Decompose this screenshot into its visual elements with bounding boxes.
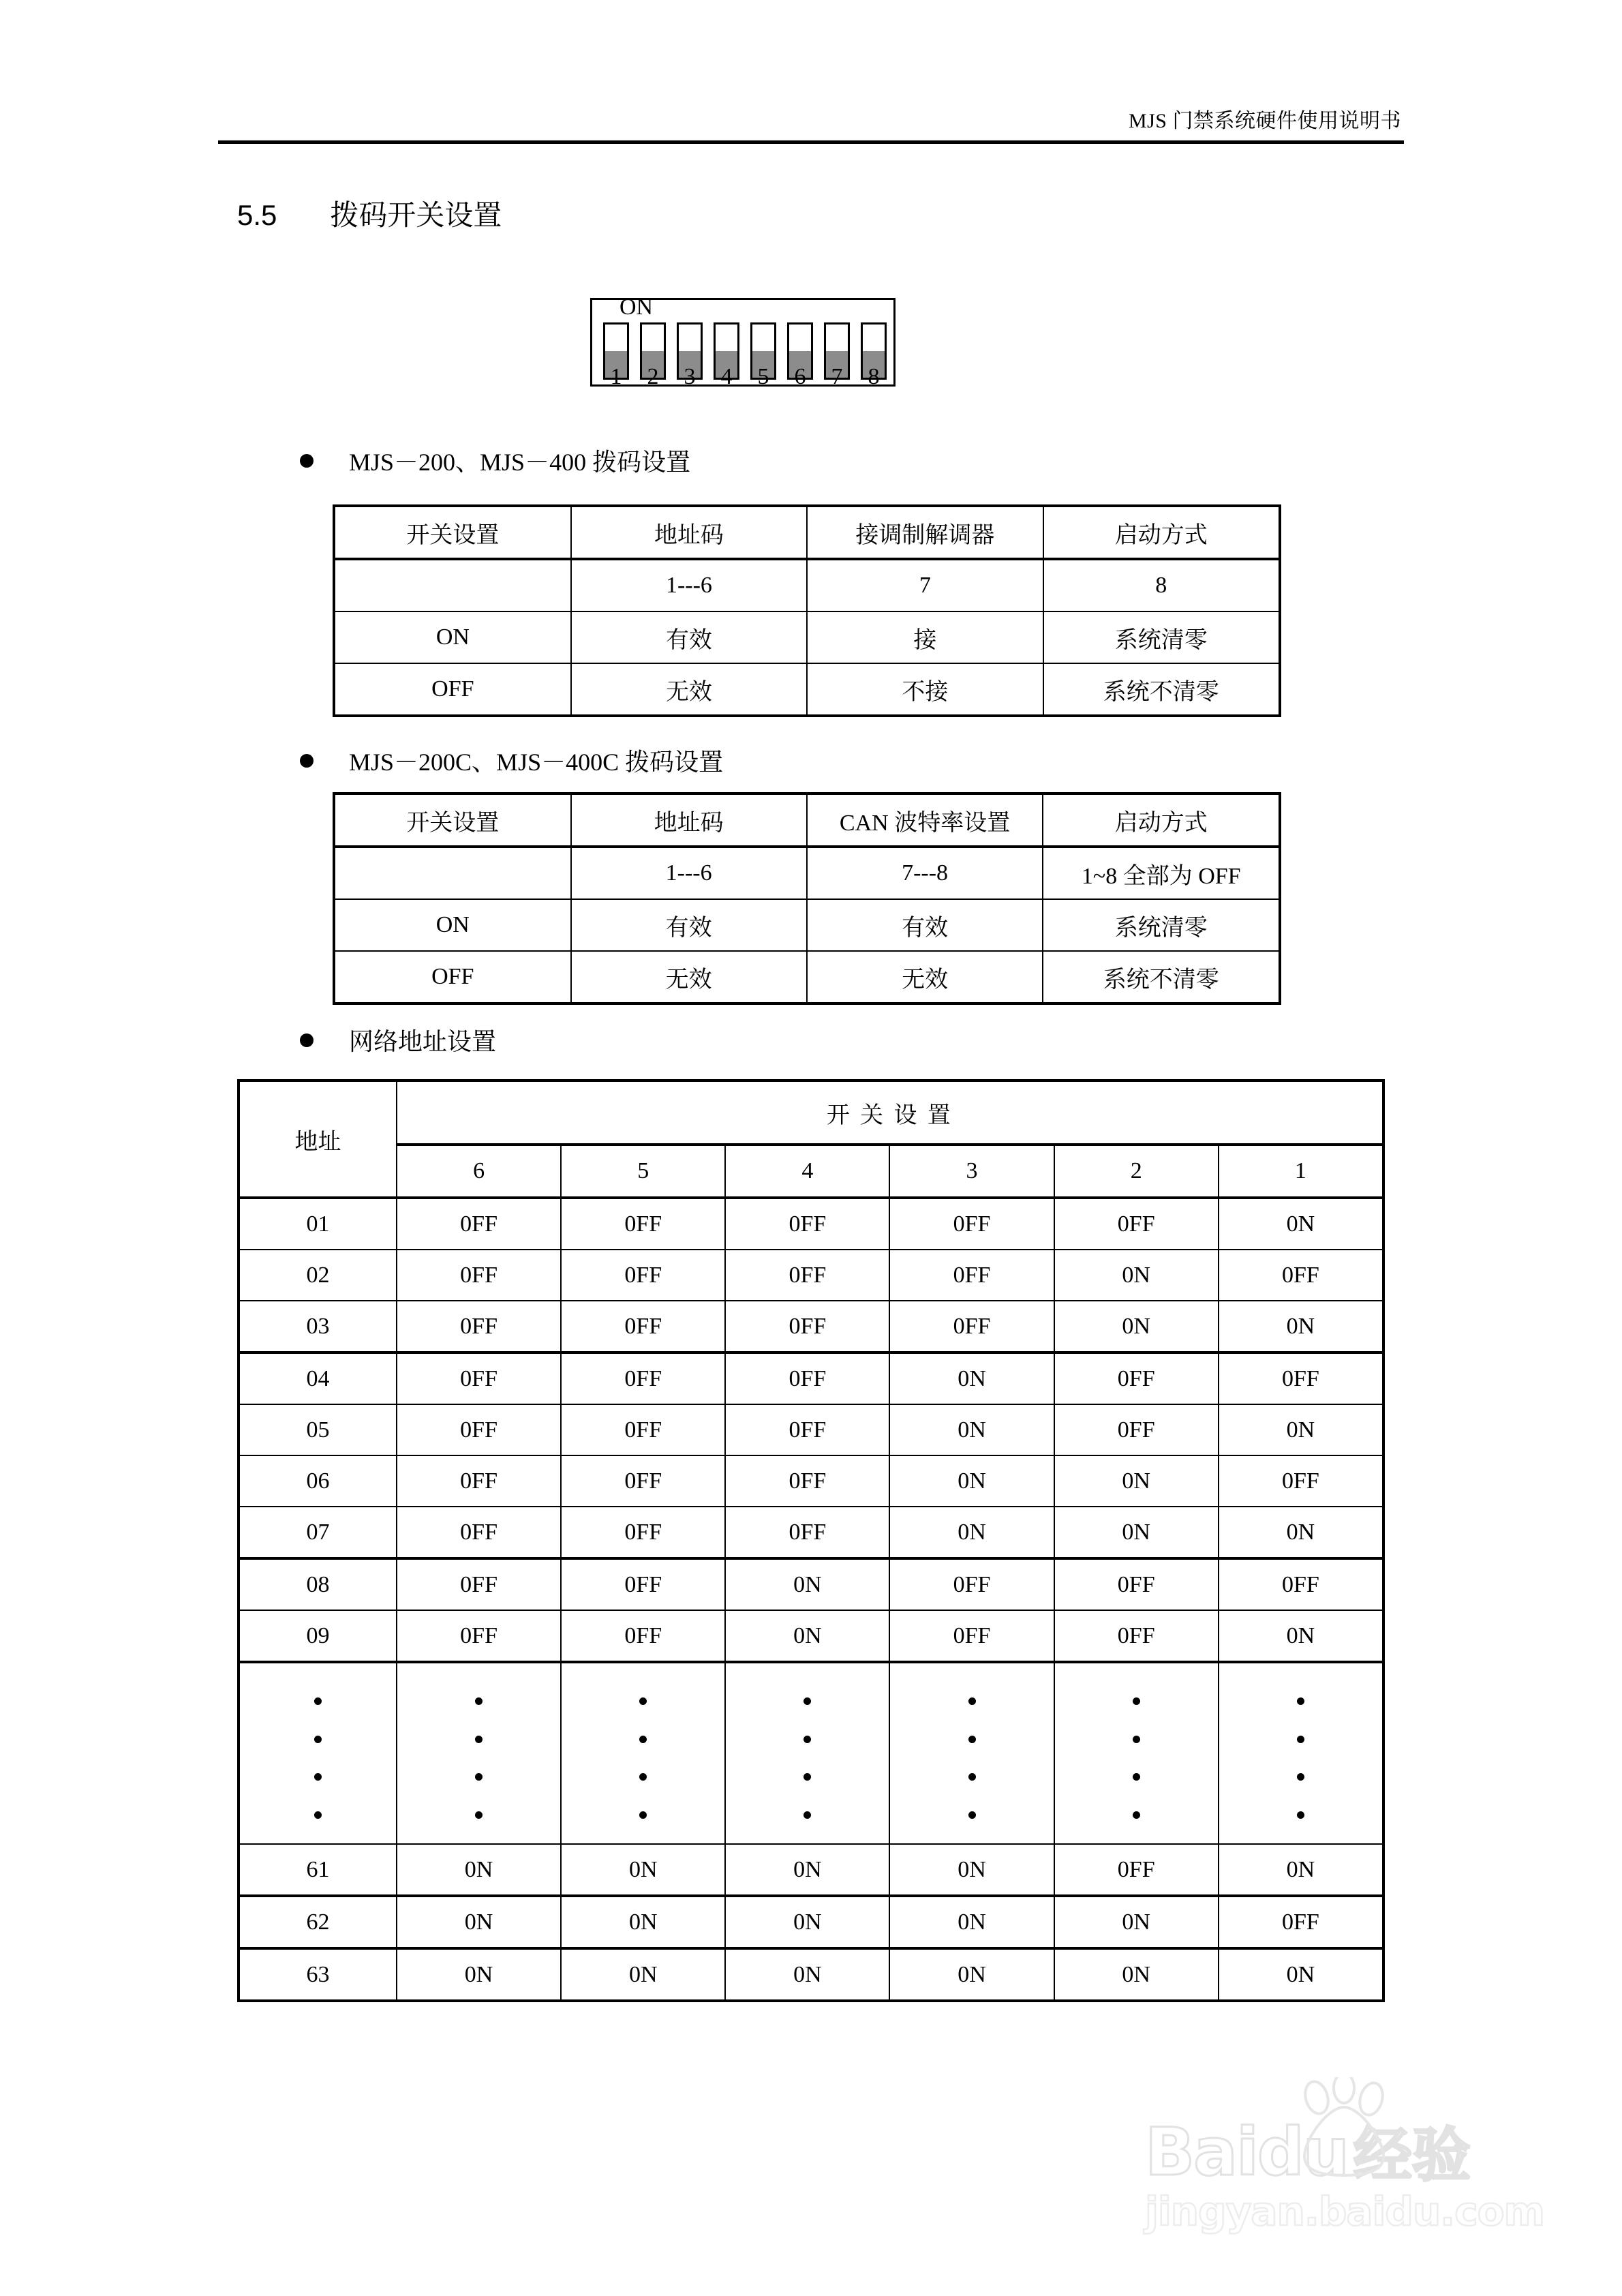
switch-column-header-1: 1 [1219, 1145, 1383, 1198]
table-cell: 系统清零 [1043, 899, 1280, 951]
dip-switch-top-half [789, 324, 811, 351]
table-cell: 有效 [571, 899, 807, 951]
table-cell: 7 [807, 559, 1043, 611]
column-header: 启动方式 [1043, 794, 1280, 847]
running-header [218, 109, 1404, 144]
column-header: CAN 波特率设置 [807, 794, 1043, 847]
switch-state-cell: 0FF [561, 1250, 725, 1301]
dip-switch-top-half [716, 324, 737, 351]
switch-state-cell: 0N [1054, 1455, 1219, 1507]
address-cell: 02 [239, 1250, 397, 1301]
switch-state-cell: 0N [397, 1844, 561, 1896]
table-cell: 1---6 [571, 559, 807, 611]
bullet-mjs200 [300, 443, 690, 478]
dip-switch-number: 1 [610, 364, 622, 389]
switch-state-cell: 0N [889, 1455, 1054, 1507]
table-cell: 有效 [807, 899, 1043, 951]
switch-state-cell: 0FF [889, 1301, 1054, 1353]
address-cell: 05 [239, 1404, 397, 1455]
switch-state-cell: 0N [889, 1507, 1054, 1558]
table-row [239, 1250, 1383, 1301]
switch-state-cell: 0FF [561, 1455, 725, 1507]
switch-state-cell: 0FF [397, 1198, 561, 1250]
ellipsis-cell [1219, 1662, 1383, 1844]
switch-state-cell: 0N [725, 1610, 889, 1662]
ellipsis-cell [1054, 1662, 1219, 1844]
table-cell: 无效 [807, 951, 1043, 1003]
section-number: 5.5 [237, 199, 277, 231]
paw-print-icon [1288, 2077, 1404, 2179]
switch-state-cell: 0N [725, 1896, 889, 1948]
switch-state-cell: 0N [561, 1948, 725, 2001]
table-cell: 系统不清零 [1043, 663, 1280, 716]
switch-state-cell: 0FF [1219, 1558, 1383, 1610]
watermark-brand-cn: 经验 [1353, 2121, 1471, 2190]
switch-state-cell: 0N [725, 1844, 889, 1896]
switch-state-cell: 0N [1054, 1301, 1219, 1353]
switch-state-cell: 0N [725, 1948, 889, 2001]
address-cell: 01 [239, 1198, 397, 1250]
table-row [239, 1145, 1383, 1198]
address-cell: 61 [239, 1844, 397, 1896]
vertical-ellipsis-icon [1055, 1663, 1218, 1843]
switch-state-cell: 0N [889, 1844, 1054, 1896]
header-address: 地址 [239, 1081, 397, 1198]
watermark-url: jingyan.baidu.com [1145, 2188, 1544, 2235]
dip-switch-top-half [679, 324, 701, 351]
table-cell: 接 [807, 611, 1043, 663]
column-header: 地址码 [571, 794, 807, 847]
switch-state-cell: 0N [889, 1404, 1054, 1455]
table-row [239, 1844, 1383, 1896]
switch-state-cell: 0FF [1219, 1353, 1383, 1404]
table-row [239, 1896, 1383, 1948]
switch-state-cell: 0FF [889, 1558, 1054, 1610]
table-cell: 8 [1043, 559, 1280, 611]
switch-state-cell: 0N [1219, 1507, 1383, 1558]
bullet-network-address [300, 1023, 496, 1057]
bullet-label: 网络地址设置 [349, 1028, 497, 1055]
switch-column-header-4: 4 [725, 1145, 889, 1198]
switch-state-cell: 0N [1054, 1948, 1219, 2001]
dip-switch-top-half [605, 324, 627, 351]
dip-switch-top-half [752, 324, 774, 351]
column-header: 启动方式 [1043, 506, 1280, 559]
ellipsis-cell [725, 1662, 889, 1844]
switch-state-cell: 0FF [561, 1558, 725, 1610]
vertical-ellipsis-icon [726, 1663, 889, 1843]
switch-state-cell: 0N [1219, 1844, 1383, 1896]
switch-state-cell: 0FF [725, 1250, 889, 1301]
table-cell: 系统不清零 [1043, 951, 1280, 1003]
switch-state-cell: 0FF [725, 1507, 889, 1558]
table-row [334, 899, 1280, 951]
table-row-ellipsis [239, 1662, 1383, 1844]
table-cell: ON [334, 611, 571, 663]
vertical-ellipsis-icon [890, 1663, 1053, 1843]
table-cell: 系统清零 [1043, 611, 1280, 663]
switch-state-cell: 0FF [561, 1198, 725, 1250]
switch-state-cell: 0FF [725, 1455, 889, 1507]
watermark-logo-row [1145, 2083, 1554, 2190]
dip-switch-top-half [863, 324, 885, 351]
switch-state-cell: 0FF [561, 1404, 725, 1455]
vertical-ellipsis-icon [1219, 1663, 1382, 1843]
vertical-ellipsis-icon [562, 1663, 724, 1843]
switch-state-cell: 0FF [397, 1610, 561, 1662]
switch-state-cell: 0FF [397, 1404, 561, 1455]
address-cell: 62 [239, 1896, 397, 1948]
switch-state-cell: 0FF [889, 1198, 1054, 1250]
switch-state-cell: 0FF [397, 1301, 561, 1353]
dip-switch-top-half [826, 324, 848, 351]
bullet-mjs200c [300, 743, 723, 778]
table-cell: OFF [334, 663, 571, 716]
table-network-body [239, 1198, 1383, 2001]
bullet-label: MJS－200C、MJS－400C 拨码设置 [349, 749, 724, 776]
watermark-brand-part1: Bai [1145, 2114, 1257, 2190]
switch-state-cell: 0FF [1054, 1353, 1219, 1404]
switch-state-cell: 0FF [561, 1353, 725, 1404]
switch-column-header-2: 2 [1054, 1145, 1219, 1198]
switch-state-cell: 0FF [1054, 1558, 1219, 1610]
switch-state-cell: 0FF [725, 1404, 889, 1455]
dip-switch-number: 4 [720, 364, 733, 389]
switch-state-cell: 0N [889, 1353, 1054, 1404]
table-row [334, 847, 1280, 899]
switch-state-cell: 0N [1219, 1301, 1383, 1353]
table-cell: 有效 [571, 611, 807, 663]
switch-state-cell: 0FF [1054, 1404, 1219, 1455]
header-rule [218, 140, 1404, 144]
switch-column-header-6: 6 [397, 1145, 561, 1198]
switch-column-header-5: 5 [561, 1145, 725, 1198]
table-mjs200-dip-settings [333, 504, 1281, 717]
table-row [334, 506, 1280, 559]
table-mjs200c-body [334, 847, 1280, 1003]
header-switch-group: 开 关 设 置 [397, 1081, 1383, 1145]
switch-state-cell: 0FF [397, 1558, 561, 1610]
column-header: 地址码 [571, 506, 807, 559]
address-cell: 04 [239, 1353, 397, 1404]
switch-state-cell: 0N [397, 1896, 561, 1948]
switch-state-cell: 0N [1054, 1507, 1219, 1558]
table-row [334, 951, 1280, 1003]
bullet-dot-icon [300, 454, 313, 468]
bullet-dot-icon [300, 754, 313, 768]
vertical-ellipsis-icon [397, 1663, 560, 1843]
table-mjs200-head [334, 506, 1280, 559]
switch-state-cell: 0N [1219, 1198, 1383, 1250]
switch-state-cell: 0FF [561, 1610, 725, 1662]
switch-state-cell: 0N [561, 1896, 725, 1948]
table-row [239, 1081, 1383, 1145]
switch-state-cell: 0FF [1219, 1896, 1383, 1948]
bullet-dot-icon [300, 1033, 313, 1047]
switch-state-cell: 0FF [889, 1610, 1054, 1662]
table-cell: 无效 [571, 663, 807, 716]
switch-state-cell: 0FF [397, 1250, 561, 1301]
table-mjs200c-head [334, 794, 1280, 847]
switch-state-cell: 0FF [725, 1353, 889, 1404]
dip-switch-number: 6 [794, 364, 806, 389]
dip-switch-number: 5 [757, 364, 769, 389]
section-title: 拨码开关设置 [330, 200, 502, 232]
switch-state-cell: 0N [1054, 1250, 1219, 1301]
ellipsis-cell [397, 1662, 561, 1844]
switch-state-cell: 0N [1054, 1896, 1219, 1948]
switch-state-cell: 0FF [397, 1507, 561, 1558]
dip-switch-number: 8 [868, 364, 880, 389]
table-network-address [237, 1079, 1385, 2002]
table-row [334, 794, 1280, 847]
column-header: 开关设置 [334, 794, 571, 847]
table-cell: ON [334, 899, 571, 951]
table-row [239, 1558, 1383, 1610]
switch-state-cell: 0N [889, 1948, 1054, 2001]
vertical-ellipsis-icon [240, 1663, 396, 1843]
watermark-brand-part2: du [1257, 2114, 1348, 2190]
table-row [239, 1948, 1383, 2001]
switch-column-header-3: 3 [889, 1145, 1054, 1198]
ellipsis-cell [889, 1662, 1054, 1844]
address-cell: 09 [239, 1610, 397, 1662]
table-cell [334, 559, 571, 611]
table-cell: 1~8 全部为 OFF [1043, 847, 1280, 899]
running-header-title: MJS 门禁系统硬件使用说明书 [1128, 110, 1401, 132]
dip-switch-number: 2 [647, 364, 659, 389]
table-row [239, 1353, 1383, 1404]
dip-switch-numbers [603, 365, 887, 389]
dip-switch-number: 3 [684, 364, 696, 389]
switch-state-cell: 0FF [397, 1455, 561, 1507]
switch-state-cell: 0FF [561, 1507, 725, 1558]
dip-switch-number: 7 [831, 364, 843, 389]
table-mjs200-body [334, 559, 1280, 716]
switch-state-cell: 0N [1219, 1610, 1383, 1662]
table-cell: 不接 [807, 663, 1043, 716]
table-row [239, 1455, 1383, 1507]
address-cell: 03 [239, 1301, 397, 1353]
table-row [334, 611, 1280, 663]
switch-state-cell: 0FF [1054, 1844, 1219, 1896]
dip-switch-figure [590, 294, 896, 389]
ellipsis-cell [561, 1662, 725, 1844]
table-mjs200c-dip-settings [333, 792, 1281, 1005]
section-heading [237, 193, 502, 234]
switch-state-cell: 0N [725, 1558, 889, 1610]
switch-state-cell: 0FF [725, 1198, 889, 1250]
switch-state-cell: 0FF [1054, 1198, 1219, 1250]
table-row [239, 1198, 1383, 1250]
switch-state-cell: 0FF [889, 1250, 1054, 1301]
column-header: 开关设置 [334, 506, 571, 559]
column-header: 接调制解调器 [807, 506, 1043, 559]
switch-state-cell: 0FF [397, 1353, 561, 1404]
switch-state-cell: 0N [561, 1844, 725, 1896]
switch-state-cell: 0N [889, 1896, 1054, 1948]
table-row [239, 1610, 1383, 1662]
bullet-label: MJS－200、MJS－400 拨码设置 [349, 449, 691, 476]
switch-state-cell: 0FF [1219, 1250, 1383, 1301]
address-cell: 07 [239, 1507, 397, 1558]
dip-switch-top-half [642, 324, 664, 351]
table-row [239, 1301, 1383, 1353]
switch-state-cell: 0FF [561, 1301, 725, 1353]
switch-state-cell: 0FF [725, 1301, 889, 1353]
switch-state-cell: 0FF [1219, 1455, 1383, 1507]
table-cell: OFF [334, 951, 571, 1003]
switch-state-cell: 0N [1219, 1404, 1383, 1455]
switch-state-cell: 0N [1219, 1948, 1383, 2001]
table-cell: 无效 [571, 951, 807, 1003]
address-cell: 08 [239, 1558, 397, 1610]
table-row [334, 663, 1280, 716]
table-network-head [239, 1081, 1383, 1198]
address-cell: 06 [239, 1455, 397, 1507]
switch-state-cell: 0FF [1054, 1610, 1219, 1662]
ellipsis-cell [239, 1662, 397, 1844]
dip-on-label: ON [619, 294, 654, 320]
switch-state-cell: 0N [397, 1948, 561, 2001]
table-cell [334, 847, 571, 899]
baidu-watermark [1145, 2083, 1554, 2253]
table-row [239, 1404, 1383, 1455]
table-row [334, 559, 1280, 611]
table-cell: 1---6 [571, 847, 807, 899]
table-row [239, 1507, 1383, 1558]
table-cell: 7---8 [807, 847, 1043, 899]
address-cell: 63 [239, 1948, 397, 2001]
